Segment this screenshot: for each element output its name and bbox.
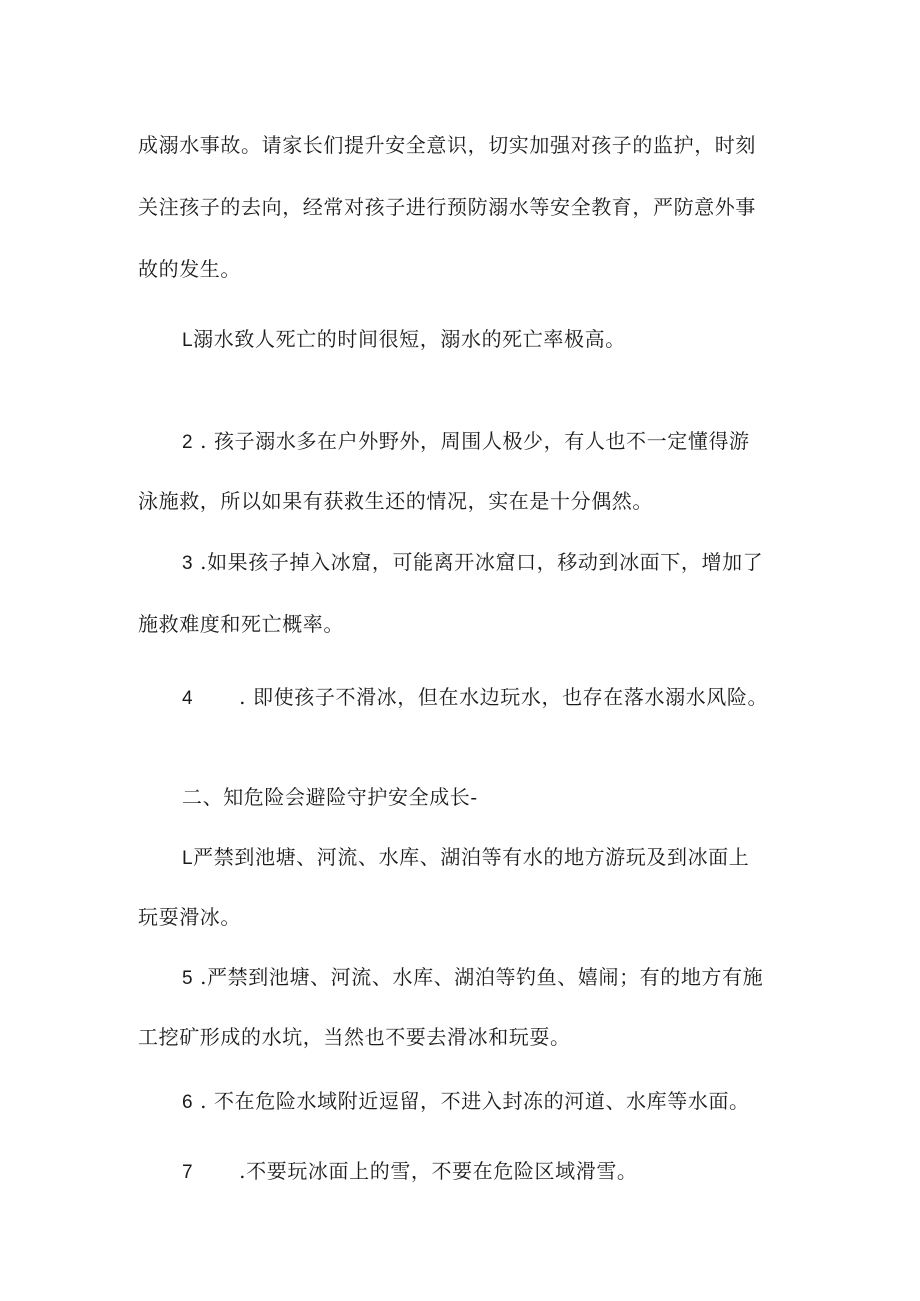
list-item-l2 <box>182 843 749 873</box>
list-number: 3 <box>182 553 194 574</box>
list-text: .如果孩子掉入冰窟，可能离开冰窟口，移动到冰面下，增加了 <box>193 550 764 574</box>
list-number: 7 <box>182 1162 194 1183</box>
paragraph-line: 故的发生。 <box>138 257 241 281</box>
list-text: 溺水致人死亡的时间很短，溺水的死亡率极高。 <box>193 327 626 351</box>
section-heading: 二、知危险会避险守护安全成长- <box>182 785 478 809</box>
list-text: . 孩子溺水多在户外野外，周围人极少，有人也不一定懂得游 <box>193 429 750 453</box>
list-text: . 不在危险水域附近逗留，不进入封冻的河道、水库等水面。 <box>193 1089 750 1113</box>
list-number: 2 <box>182 432 194 453</box>
list-item-4 <box>182 683 768 713</box>
paragraph-line: 成溺水事故。请家长们提升安全意识，切实加强对孩子的监护，时刻 <box>138 133 756 157</box>
list-marker: L <box>182 330 194 351</box>
list-marker: L <box>182 848 194 869</box>
list-item-7 <box>182 1157 638 1187</box>
list-text: . 即使孩子不滑冰，但在水边玩水，也存在落水溺水风险。 <box>239 685 769 709</box>
list-item-6 <box>182 1087 750 1117</box>
paragraph-line: 施救难度和死亡概率。 <box>138 612 344 636</box>
list-item-5 <box>182 963 763 993</box>
list-item-l1 <box>182 325 626 355</box>
list-text: .严禁到池塘、河流、水库、湖泊等钓鱼、嬉闹；有的地方有施 <box>193 965 764 989</box>
paragraph-line: 关注孩子的去向，经常对孩子进行预防溺水等安全教育，严防意外事 <box>138 195 756 219</box>
paragraph-line: 工挖矿形成的水坑，当然也不要去滑冰和玩耍。 <box>138 1025 571 1049</box>
paragraph-line: 玩耍滑冰。 <box>138 905 241 929</box>
list-item-3 <box>182 548 763 578</box>
list-number: 4 <box>182 688 194 709</box>
list-text: 严禁到池塘、河流、水库、湖泊等有水的地方游玩及到冰面上 <box>193 845 750 869</box>
list-text: .不要玩冰面上的雪，不要在危险区域滑雪。 <box>239 1159 638 1183</box>
list-number: 6 <box>182 1092 194 1113</box>
list-item-2 <box>182 427 750 457</box>
list-number: 5 <box>182 968 194 989</box>
paragraph-line: 泳施救，所以如果有获救生还的情况，实在是十分偶然。 <box>138 489 653 513</box>
